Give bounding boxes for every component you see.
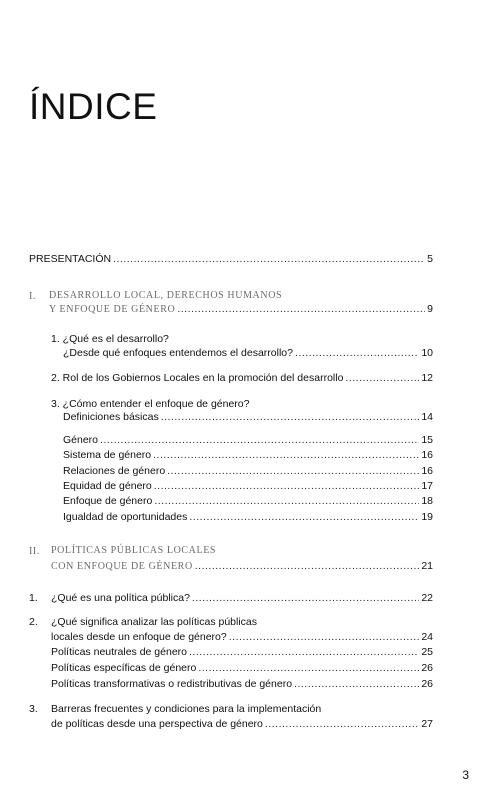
toc-subentry[interactable]: [63, 449, 433, 462]
part-number: I.: [29, 291, 37, 302]
part-title-line2: CON ENFOQUE DE GÉNERO: [51, 561, 193, 572]
page-title: ÍNDICE: [29, 86, 158, 127]
toc-subentry[interactable]: [63, 434, 433, 447]
toc-label: ¿Qué es una política pública?: [51, 592, 190, 604]
toc-label: ¿Desde qué enfoques entendemos el desarrollo?: [63, 347, 293, 359]
toc-entry-line: 1. ¿Qué es el desarrollo?: [51, 333, 169, 345]
leader-dots: [189, 511, 419, 524]
leader-dots: [177, 303, 425, 316]
leader-dots: [229, 631, 420, 644]
toc-page-number: 9: [427, 303, 433, 315]
toc-label: Sistema de género: [63, 449, 152, 461]
toc-label: Políticas transformativas o redistributivas de género: [51, 678, 293, 690]
part-number: II.: [29, 546, 40, 557]
toc-page-number: 27: [421, 718, 433, 730]
toc-entry-presentacion[interactable]: [29, 253, 433, 266]
toc-label: 2. Rol de los Gobiernos Locales en la promoción del desarrollo: [51, 372, 344, 384]
toc-label: Políticas neutrales de género: [51, 646, 188, 658]
toc-entry-e1[interactable]: [63, 347, 433, 360]
leader-dots: [189, 646, 419, 659]
toc-page-number: 22: [421, 592, 433, 604]
leader-dots: [192, 592, 419, 605]
toc-subentry[interactable]: [51, 646, 433, 659]
toc-page-number: 17: [421, 480, 433, 492]
toc-entry-f1[interactable]: [51, 592, 433, 605]
leader-dots: [198, 662, 419, 675]
toc-subentry[interactable]: [63, 495, 433, 508]
toc-entry-part2[interactable]: [51, 560, 433, 573]
toc-page-number: 16: [421, 449, 433, 461]
toc-label: Género: [63, 434, 99, 446]
toc-subentry[interactable]: [51, 678, 433, 691]
toc-page-number: 18: [421, 495, 433, 507]
toc-page-number: 25: [421, 646, 433, 658]
toc-label: de políticas desde una perspectiva de género: [51, 718, 263, 730]
toc-entry-line: 3. ¿Cómo entender el enfoque de género?: [51, 398, 250, 410]
toc-label: Igualdad de oportunidades: [63, 511, 188, 523]
toc-subentry[interactable]: [63, 465, 433, 478]
toc-page-number: 26: [421, 678, 433, 690]
entry-number: 3.: [29, 703, 38, 715]
leader-dots: [167, 465, 419, 478]
toc-entry-e2[interactable]: [51, 372, 433, 385]
leader-dots: [100, 434, 419, 447]
toc-subentry[interactable]: [63, 511, 433, 524]
part-title-line1: POLÍTICAS PÚBLICAS LOCALES: [51, 545, 217, 556]
part-title-line1: DESARROLLO LOCAL, DERECHOS HUMANOS: [49, 290, 283, 301]
leader-dots: [294, 678, 419, 691]
toc-label: Políticas específicas de género: [51, 662, 197, 674]
toc-page-number: 15: [421, 434, 433, 446]
toc-page-number: 12: [421, 372, 433, 384]
toc-label: Equidad de género: [63, 480, 152, 492]
toc-entry-f2[interactable]: [51, 631, 433, 644]
toc-page-number: 10: [421, 347, 433, 359]
leader-dots: [154, 480, 420, 493]
toc-label: PRESENTACIÓN: [29, 253, 112, 265]
toc-page-number: 21: [421, 560, 433, 572]
toc-label: Enfoque de género: [63, 495, 153, 507]
leader-dots: [154, 495, 419, 508]
toc-page-number: 16: [421, 465, 433, 477]
toc-entry-e3[interactable]: [63, 411, 433, 424]
toc-page-number: 19: [421, 511, 433, 523]
leader-dots: [113, 253, 425, 266]
leader-dots: [153, 449, 419, 462]
toc-label: locales desde un enfoque de género?: [51, 631, 227, 643]
page-folio: 3: [462, 768, 469, 782]
part-title-line2: Y ENFOQUE DE GÉNERO: [49, 304, 176, 315]
toc-entry-part1[interactable]: [49, 303, 433, 316]
toc-subentry[interactable]: [63, 480, 433, 493]
toc-label: Relaciones de género: [63, 465, 166, 477]
toc-subentry[interactable]: [51, 662, 433, 675]
toc-page-number: 5: [427, 253, 433, 265]
toc-entry-line: ¿Qué significa analizar las políticas públicas: [51, 616, 258, 628]
toc-page-number: 14: [421, 411, 433, 423]
toc-label: Definiciones básicas: [63, 411, 159, 423]
leader-dots: [345, 372, 419, 385]
leader-dots: [195, 560, 420, 573]
leader-dots: [161, 411, 420, 424]
toc-page-number: 24: [421, 631, 433, 643]
toc-page-number: 26: [421, 662, 433, 674]
toc-entry-f3[interactable]: [51, 718, 433, 731]
leader-dots: [265, 718, 419, 731]
entry-number: 1.: [29, 592, 38, 604]
leader-dots: [295, 347, 419, 360]
toc-entry-line: Barreras frecuentes y condiciones para la implementación: [51, 703, 322, 715]
entry-number: 2.: [29, 616, 38, 628]
